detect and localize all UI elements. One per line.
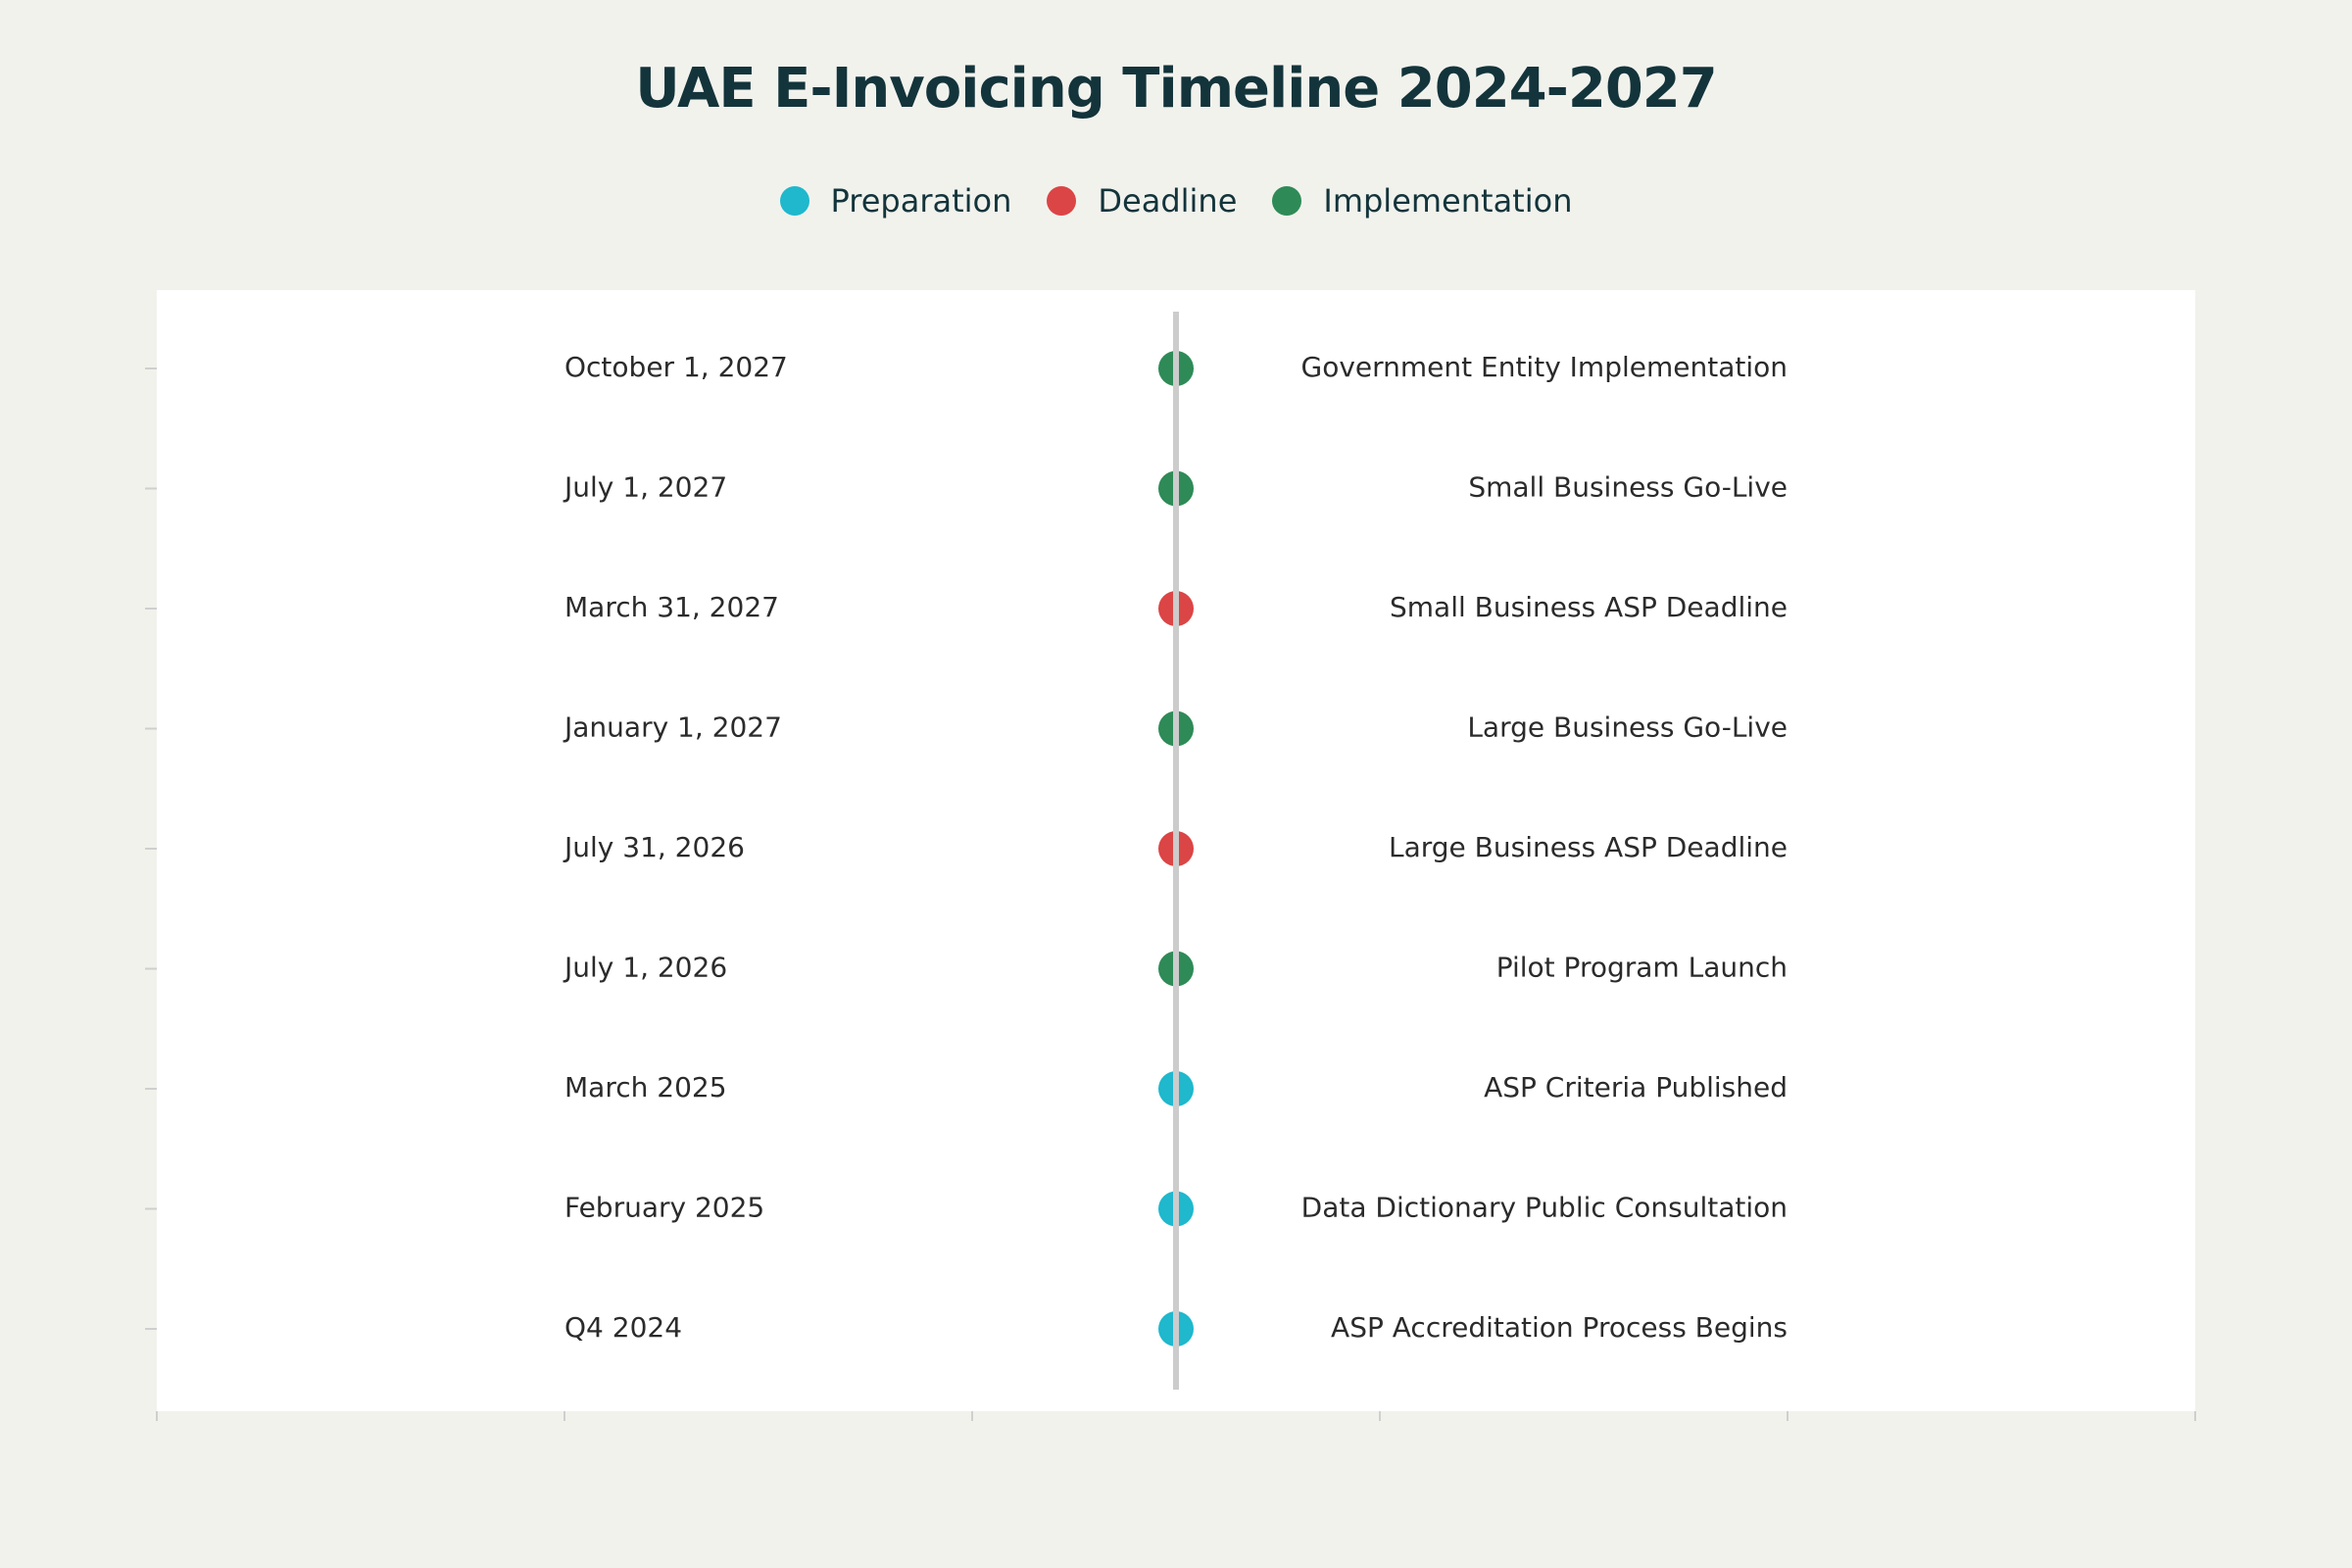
event-label: Government Entity Implementation: [1300, 351, 1788, 383]
event-date-label: February 2025: [564, 1191, 765, 1224]
legend-label-implementation: Implementation: [1323, 182, 1573, 220]
axis-ticks: [157, 1411, 2195, 1421]
event-date-label: Q4 2024: [564, 1311, 683, 1344]
chart-title: UAE E-Invoicing Timeline 2024-2027: [635, 57, 1717, 121]
event-date-label: March 2025: [564, 1071, 727, 1103]
event-date-label: January 1, 2027: [564, 710, 782, 744]
event-label: Large Business ASP Deadline: [1388, 831, 1788, 863]
event-label: Large Business Go-Live: [1467, 710, 1788, 744]
event-label: Small Business ASP Deadline: [1390, 591, 1788, 623]
event-date-label: March 31, 2027: [564, 591, 779, 623]
event-date-label: October 1, 2027: [564, 351, 788, 383]
legend-label-preparation: Preparation: [830, 182, 1012, 220]
event-date-label: July 31, 2026: [564, 831, 745, 863]
event-label: Pilot Program Launch: [1495, 951, 1788, 984]
event-label: Small Business Go-Live: [1468, 470, 1788, 504]
event-label: Data Dictionary Public Consultation: [1300, 1191, 1788, 1224]
event-label: ASP Criteria Published: [1484, 1071, 1788, 1103]
legend-label-deadline: Deadline: [1098, 182, 1238, 220]
event-date-label: July 1, 2027: [564, 470, 728, 504]
event-date-label: July 1, 2026: [564, 951, 728, 984]
event-label: ASP Accreditation Process Begins: [1331, 1311, 1788, 1344]
